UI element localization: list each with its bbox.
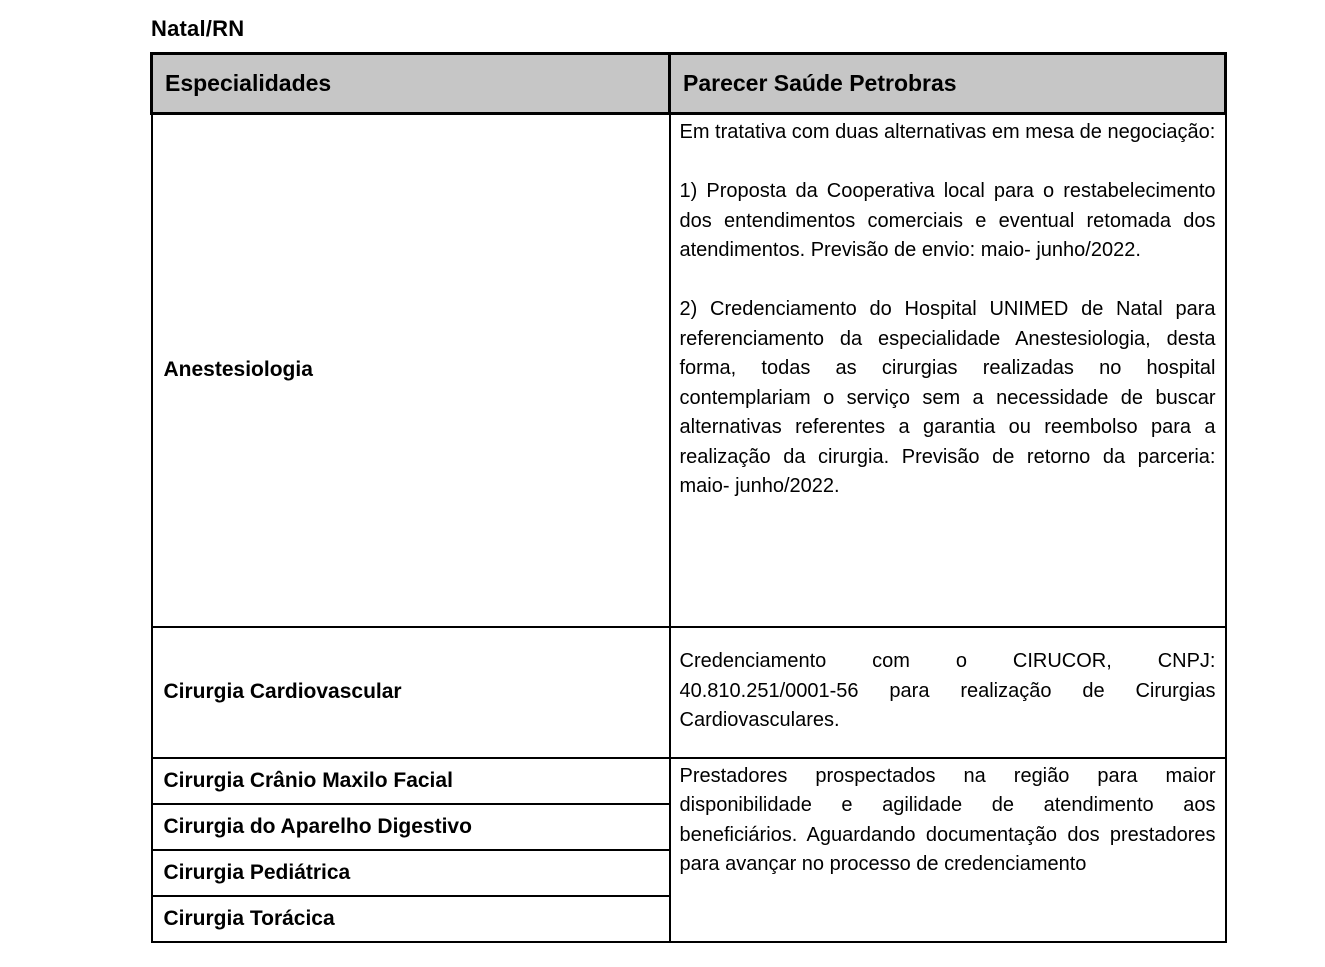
table-header-row — [152, 54, 1226, 114]
specialty-cell-cardiovascular: Cirurgia Cardiovascular — [152, 627, 670, 758]
parecer-cell-anestesiologia — [670, 114, 1226, 627]
column-header-parecer: Parecer Saúde Petrobras — [670, 54, 1226, 114]
parecer-cell-cardiovascular: Credenciamento com o CIRUCOR, CNPJ: 40.810.251/0001-56 para realização de Cirurgias Cardiovasculares. — [670, 627, 1226, 758]
column-header-especialidades: Especialidades — [152, 54, 670, 114]
specialties-table — [150, 52, 1227, 943]
specialty-cell-anestesiologia: Anestesiologia — [152, 114, 670, 627]
parecer-cell-group: Prestadores prospectados na região para maior disponibilidade e agilidade de atendimento aos beneficiários. Aguardando documentação dos prestadores para avançar no processo de credenciamento — [670, 758, 1226, 942]
region-title: Natal/RN — [151, 16, 245, 41]
specialty-cell-aparelho-digestivo: Cirurgia do Aparelho Digestivo — [152, 804, 670, 850]
parecer-paragraph-item1: 1) Proposta da Cooperativa local para o restabelecimento dos entendimentos comerciais e eventual retomada dos atendimentos. Previsão de envio: maio- junho/2022. — [679, 180, 1216, 261]
parecer-paragraph-intro: Em tratativa com duas alternativas em mesa de negociação: — [679, 121, 1216, 143]
parecer-paragraph-item2: 2) Credenciamento do Hospital UNIMED de Natal para referenciamento da especialidade Anestesiologia, desta forma, todas as cirurgias realizadas no hospital contemplariam o serviço sem a necessidade de buscar alternativas referentes a garantia ou reembolso para a realização da cirurgia. Previsão de retorno da parceria: maio- junho/2022. — [679, 298, 1216, 497]
document-page — [150, 16, 1226, 943]
specialty-cell-pediatrica: Cirurgia Pediátrica — [152, 850, 670, 896]
table-row-cranio-maxilo-facial — [152, 758, 1226, 804]
table-row-anestesiologia — [152, 114, 1226, 627]
table-row-cardiovascular — [152, 627, 1226, 758]
specialty-cell-cranio-maxilo-facial: Cirurgia Crânio Maxilo Facial — [152, 758, 670, 804]
specialty-cell-toracica: Cirurgia Torácica — [152, 896, 670, 942]
